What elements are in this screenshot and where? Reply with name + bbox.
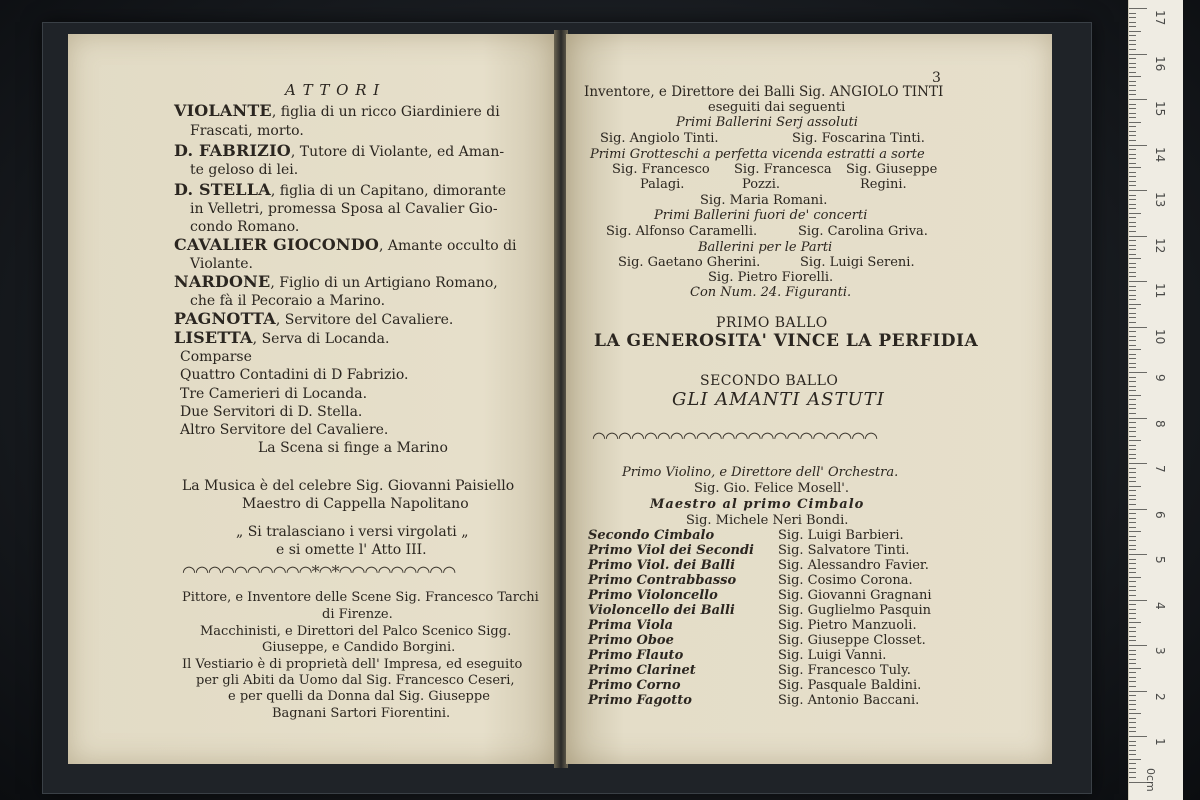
ruler-tick (1129, 377, 1136, 378)
dancer-name: Sig. Foscarina Tinti. (792, 131, 925, 146)
ruler-tick (1129, 600, 1147, 601)
ruler-tick (1129, 540, 1136, 541)
ruler-tick (1129, 636, 1136, 637)
ruler-tick (1129, 768, 1136, 769)
ruler-tick (1129, 222, 1136, 223)
dancer-name: Pozzi. (742, 177, 781, 192)
orchestra-name: Sig. Salvatore Tinti. (778, 543, 910, 558)
ruler-number: 8 (1153, 419, 1167, 428)
cast-entry: CAVALIER GIOCONDO, Amante occulto di (174, 235, 517, 254)
ruler-tick (1129, 181, 1136, 182)
ruler-tick (1129, 422, 1136, 423)
ruler-tick (1129, 645, 1147, 646)
ruler-tick (1129, 313, 1136, 314)
ballo-title: LA GENEROSITA' VINCE LA PERFIDIA (594, 331, 979, 351)
ruler-tick (1129, 372, 1147, 373)
orchestra-role: Secondo Cimbalo (588, 528, 715, 543)
ruler-tick (1129, 727, 1136, 728)
dancer-name: Sig. Maria Romani. (700, 193, 828, 208)
ruler-number: 15 (1153, 101, 1167, 117)
dancer-name: Palagi. (640, 177, 685, 192)
orchestra-role: Primo Flauto (588, 648, 684, 663)
ruler-unit: 0cm (1144, 768, 1157, 792)
ruler-tick (1129, 231, 1136, 232)
ruler-tick (1129, 358, 1136, 359)
ruler-tick (1129, 563, 1136, 564)
ruler-tick (1129, 185, 1136, 186)
ruler-tick (1129, 54, 1147, 55)
ruler-tick (1129, 713, 1141, 714)
ruler-tick (1129, 745, 1136, 746)
ruler-tick (1129, 331, 1136, 332)
ruler-tick (1129, 759, 1141, 760)
ruler-tick (1129, 140, 1136, 141)
orchestra-heading: Maestro al primo Cimbalo (650, 497, 865, 512)
ruler-number: 7 (1153, 465, 1167, 473)
ruler-tick (1129, 90, 1136, 91)
orchestra-name: Sig. Luigi Barbieri. (778, 528, 904, 543)
ruler-tick (1129, 536, 1136, 537)
ruler-tick (1129, 99, 1147, 100)
orchestra-name: Sig. Gio. Felice Mosell'. (694, 481, 850, 496)
ruler-tick (1129, 135, 1136, 136)
ruler-tick (1129, 477, 1136, 478)
orchestra-role: Violoncello dei Balli (588, 603, 735, 618)
ruler-tick (1129, 777, 1136, 778)
ruler-tick (1129, 531, 1141, 532)
performed-by: eseguiti dai seguenti (708, 100, 846, 115)
ruler-tick (1129, 408, 1136, 409)
section-heading: Primi Ballerini fuori de' concerti (654, 208, 868, 223)
orchestra-role: Primo Viol dei Secondi (588, 543, 754, 558)
ruler-tick (1129, 363, 1136, 364)
cast-entry: PAGNOTTA, Servitore del Cavaliere. (174, 309, 454, 328)
ruler-tick (1129, 390, 1136, 391)
ruler-tick (1129, 190, 1147, 191)
dancer-name: Sig. Angiolo Tinti. (600, 131, 719, 146)
ruler-tick (1129, 640, 1136, 641)
ruler-tick (1129, 131, 1136, 132)
ruler-tick (1129, 595, 1136, 596)
orchestra-name: Sig. Pietro Manzuoli. (778, 618, 917, 633)
ruler-tick (1129, 618, 1136, 619)
orchestra-role: Primo Clarinet (588, 663, 696, 678)
credit-line: e per quelli da Donna dal Sig. Giuseppe (228, 689, 490, 704)
cast-entry-cont: in Velletri, promessa Sposa al Cavalier Gio- (190, 201, 498, 217)
dancer-name: Sig. Alfonso Caramelli. (606, 224, 758, 239)
ruler-tick (1129, 158, 1136, 159)
ruler-tick (1129, 49, 1136, 50)
ruler-tick (1129, 163, 1136, 164)
ruler-tick (1129, 472, 1136, 473)
ruler-number: 6 (1153, 510, 1167, 519)
ruler-tick (1129, 686, 1136, 687)
ruler-tick (1129, 741, 1136, 742)
dancer-name: Sig. Francesca (734, 162, 832, 177)
ruler-tick (1129, 549, 1136, 550)
ruler-tick (1129, 35, 1136, 36)
cast-entry-cont: Frascati, morto. (190, 123, 304, 139)
ruler-tick (1129, 663, 1136, 664)
ruler-tick (1129, 590, 1136, 591)
ruler-tick (1129, 340, 1136, 341)
extras-line: Tre Camerieri di Locanda. (180, 386, 368, 402)
ruler-number: 1 (1153, 738, 1167, 746)
ruler-tick (1129, 513, 1136, 514)
ruler-tick (1129, 40, 1136, 41)
page-number: 3 (932, 70, 941, 86)
ruler-number: 11 (1153, 283, 1167, 299)
ruler-tick (1129, 518, 1136, 519)
ruler-tick (1129, 381, 1136, 382)
ruler-tick (1129, 108, 1136, 109)
ruler-tick (1129, 240, 1136, 241)
ruler-tick (1129, 76, 1141, 77)
ruler-tick (1129, 113, 1136, 114)
orchestra-name: Sig. Giuseppe Closset. (778, 633, 926, 648)
ruler-number: 3 (1153, 647, 1167, 655)
ruler-tick (1129, 245, 1136, 246)
ruler-number: 10 (1153, 328, 1167, 344)
ruler-tick (1129, 276, 1136, 277)
orchestra-role: Primo Viol. dei Balli (588, 558, 736, 573)
ruler-tick (1129, 659, 1136, 660)
ruler-tick (1129, 290, 1136, 291)
dancer-name: Sig. Gaetano Gherini. (618, 255, 761, 270)
orchestra-name: Sig. Cosimo Corona. (778, 573, 913, 588)
cast-entry: VIOLANTE, figlia di un ricco Giardiniere di (174, 101, 500, 120)
cast-entry-cont: che fà il Pecoraio a Marino. (190, 293, 386, 309)
ruler-tick (1129, 677, 1136, 678)
ruler-tick (1129, 522, 1136, 523)
ruler-tick (1129, 336, 1136, 337)
ruler-tick (1129, 449, 1136, 450)
ballo-title: GLI AMANTI ASTUTI (672, 389, 885, 410)
ruler-tick (1129, 718, 1136, 719)
ruler-tick (1129, 122, 1141, 123)
credit-line: Il Vestiario è di proprietà dell' Impresa, ed eseguito (182, 657, 523, 672)
ruler-tick (1129, 440, 1141, 441)
ruler-tick (1129, 249, 1136, 250)
ruler-tick (1129, 22, 1136, 23)
orchestra-name: Sig. Michele Neri Bondi. (686, 513, 849, 528)
ruler-tick (1129, 468, 1136, 469)
verses-note: e si omette l' Atto III. (276, 542, 427, 558)
ruler-tick (1129, 427, 1136, 428)
ruler-tick (1129, 691, 1147, 692)
ruler-tick (1129, 499, 1136, 500)
ruler-tick (1129, 527, 1136, 528)
ruler-tick (1129, 586, 1136, 587)
ruler-tick (1129, 345, 1136, 346)
cast-entry-cont: te geloso di lei. (190, 162, 299, 178)
ruler-tick (1129, 481, 1136, 482)
ruler-tick (1129, 504, 1136, 505)
orchestra-role: Primo Contrabbasso (588, 573, 737, 588)
ruler-tick (1129, 668, 1141, 669)
ruler-tick (1129, 63, 1136, 64)
ruler-tick (1129, 559, 1136, 560)
ruler-tick (1129, 413, 1136, 414)
ruler-tick (1129, 44, 1136, 45)
ruler-tick (1129, 213, 1141, 214)
ruler-tick (1129, 731, 1136, 732)
ruler-tick (1129, 281, 1147, 282)
ruler-tick (1129, 308, 1136, 309)
ruler-tick (1129, 236, 1147, 237)
ruler-tick (1129, 627, 1136, 628)
ruler-tick (1129, 695, 1136, 696)
ruler-number: 17 (1153, 10, 1167, 26)
ruler-number: 12 (1153, 237, 1167, 253)
orchestra-name: Sig. Giovanni Gragnani (778, 588, 932, 603)
ruler-tick (1129, 254, 1136, 255)
ruler-tick (1129, 67, 1136, 68)
ruler-tick (1129, 622, 1141, 623)
ruler-tick (1129, 154, 1136, 155)
dancer-name: Sig. Francesco (612, 162, 710, 177)
ruler-tick (1129, 509, 1147, 510)
ruler-tick (1129, 463, 1147, 464)
section-heading: Primi Grotteschi a perfetta vicenda estratti a sorte (590, 147, 925, 162)
extras-line: Comparse (180, 349, 252, 365)
ruler-tick (1129, 736, 1147, 737)
measuring-ruler (1128, 0, 1183, 800)
ruler-tick (1129, 436, 1136, 437)
ruler-tick (1129, 258, 1141, 259)
music-credit: Maestro di Cappella Napolitano (242, 496, 469, 512)
ruler-tick (1129, 104, 1136, 105)
orchestra-name: Sig. Luigi Vanni. (778, 648, 887, 663)
dancer-name: Sig. Giuseppe (846, 162, 938, 177)
orchestra-name: Sig. Francesco Tuly. (778, 663, 911, 678)
ruler-tick (1129, 272, 1136, 273)
ruler-tick (1129, 304, 1141, 305)
cast-entry-cont: Violante. (190, 256, 253, 272)
ruler-tick (1129, 172, 1136, 173)
ruler-tick (1129, 568, 1136, 569)
dancer-name: Regini. (860, 177, 907, 192)
orchestra-role: Primo Corno (588, 678, 681, 693)
ruler-number: 5 (1153, 556, 1167, 564)
ruler-tick (1129, 722, 1136, 723)
ruler-tick (1129, 431, 1136, 432)
ruler-tick (1129, 709, 1136, 710)
orchestra-role: Primo Violoncello (588, 588, 718, 603)
ruler-tick (1129, 208, 1136, 209)
ruler-tick (1129, 167, 1141, 168)
ruler-tick (1129, 349, 1141, 350)
ruler-tick (1129, 217, 1136, 218)
verses-note: „ Si tralasciano i versi virgolati „ (236, 524, 469, 540)
ruler-tick (1129, 486, 1141, 487)
ruler-tick (1129, 58, 1136, 59)
ruler-tick (1129, 545, 1136, 546)
ruler-tick (1129, 226, 1136, 227)
credit-line: di Firenze. (322, 607, 393, 622)
ornament-divider: ◠◠◠◠◠◠◠◠◠◠◠◠◠◠◠◠◠◠◠◠◠◠ (592, 428, 878, 447)
ruler-number: 9 (1153, 374, 1167, 382)
orchestra-name: Sig. Guglielmo Pasquin (778, 603, 931, 618)
orchestra-name: Sig. Alessandro Favier. (778, 558, 929, 573)
ballo-label: PRIMO BALLO (716, 315, 828, 331)
ruler-tick (1129, 672, 1136, 673)
dancer-name: Sig. Luigi Sereni. (800, 255, 915, 270)
ruler-tick (1129, 577, 1141, 578)
ruler-tick (1129, 490, 1136, 491)
orchestra-role: Primo Oboe (588, 633, 674, 648)
ruler-tick (1129, 117, 1136, 118)
ruler-tick (1129, 199, 1136, 200)
credit-line: Pittore, e Inventore delle Scene Sig. Francesco Tarchi (182, 590, 539, 605)
ruler-tick (1129, 17, 1136, 18)
ruler-tick (1129, 418, 1147, 419)
ballet-director: Inventore, e Direttore dei Balli Sig. ANGIOLO TINTI (584, 84, 944, 100)
ruler-tick (1129, 367, 1136, 368)
cast-entry: D. FABRIZIO, Tutore di Violante, ed Aman- (174, 141, 505, 160)
ruler-tick (1129, 395, 1141, 396)
ballo-label: SECONDO BALLO (700, 373, 839, 389)
ruler-tick (1129, 700, 1136, 701)
ruler-tick (1129, 267, 1136, 268)
ruler-tick (1129, 772, 1136, 773)
ruler-number: 4 (1153, 601, 1167, 610)
extras-line: Altro Servitore del Cavaliere. (180, 422, 389, 438)
ruler-tick (1129, 176, 1136, 177)
ornament-divider: ◠◠◠◠◠◠◠◠◠◠*◠*◠◠◠◠◠◠◠◠◠ (182, 562, 456, 581)
ruler-tick (1129, 572, 1136, 573)
ruler-tick (1129, 327, 1147, 328)
ruler-tick (1129, 604, 1136, 605)
ruler-tick (1129, 81, 1136, 82)
ruler-tick (1129, 650, 1136, 651)
ruler-tick (1129, 399, 1136, 400)
ruler-tick (1129, 26, 1136, 27)
music-credit: La Musica è del celebre Sig. Giovanni Paisiello (182, 478, 515, 494)
cast-entry: NARDONE, Figlio di un Artigiano Romano, (174, 272, 498, 291)
ruler-tick (1129, 72, 1136, 73)
ruler-tick (1129, 94, 1136, 95)
ruler-tick (1129, 631, 1136, 632)
figuranti-note: Con Num. 24. Figuranti. (690, 285, 852, 300)
cast-entry-cont: condo Romano. (190, 219, 300, 235)
orchestra-role: Prima Viola (588, 618, 674, 633)
ruler-tick (1129, 8, 1147, 9)
dancer-name: Sig. Carolina Griva. (798, 224, 928, 239)
ruler-tick (1129, 149, 1136, 150)
ruler-tick (1129, 263, 1136, 264)
extras-line: Due Servitori di D. Stella. (180, 404, 363, 420)
ruler-tick (1129, 495, 1136, 496)
orchestra-heading: Primo Violino, e Direttore dell' Orchestra. (622, 465, 899, 480)
scene-note: La Scena si finge a Marino (258, 440, 448, 456)
orchestra-name: Sig. Antonio Baccani. (778, 693, 920, 708)
credit-line: Bagnani Sartori Fiorentini. (272, 706, 451, 721)
extras-line: Quattro Contadini di D Fabrizio. (180, 367, 409, 383)
ruler-tick (1129, 704, 1136, 705)
ruler-tick (1129, 750, 1136, 751)
ruler-tick (1129, 204, 1136, 205)
ruler-number: 13 (1153, 192, 1167, 208)
credit-line: per gli Abiti da Uomo dal Sig. Francesco Ceseri, (196, 673, 515, 688)
ruler-tick (1129, 145, 1147, 146)
cast-entry: D. STELLA, figlia di un Capitano, dimorante (174, 180, 507, 199)
ruler-number: 16 (1153, 55, 1167, 71)
credit-line: Macchinisti, e Direttori del Palco Scenico Sigg. (200, 624, 512, 639)
dancer-name: Sig. Pietro Fiorelli. (708, 270, 834, 285)
ruler-tick (1129, 754, 1136, 755)
ruler-tick (1129, 286, 1136, 287)
credit-line: Giuseppe, e Candido Borgini. (262, 640, 456, 655)
ruler-tick (1129, 31, 1141, 32)
ruler-tick (1129, 445, 1136, 446)
ruler-tick (1129, 458, 1136, 459)
cast-entry: LISETTA, Serva di Locanda. (174, 328, 390, 347)
ruler-tick (1129, 317, 1136, 318)
ruler-tick (1129, 613, 1136, 614)
ruler-tick (1129, 386, 1136, 387)
ruler-number: 14 (1153, 146, 1167, 162)
ruler-tick (1129, 322, 1136, 323)
cast-title: A T T O R I (285, 81, 381, 99)
ruler-tick (1129, 295, 1136, 296)
ruler-tick (1129, 299, 1136, 300)
ruler-tick (1129, 763, 1136, 764)
ruler-tick (1129, 681, 1136, 682)
ruler-tick (1129, 195, 1136, 196)
orchestra-name: Sig. Pasquale Baldini. (778, 678, 922, 693)
ruler-tick (1129, 609, 1136, 610)
section-heading: Ballerini per le Parti (698, 240, 833, 255)
ruler-tick (1129, 581, 1136, 582)
orchestra-role: Primo Fagotto (588, 693, 692, 708)
ruler-tick (1129, 85, 1136, 86)
ruler-tick (1129, 404, 1136, 405)
section-heading: Primi Ballerini Serj assoluti (676, 115, 858, 130)
ruler-number: 2 (1153, 692, 1167, 701)
ruler-tick (1129, 13, 1136, 14)
ruler-tick (1129, 354, 1136, 355)
ruler-tick (1129, 126, 1136, 127)
ruler-tick (1129, 454, 1136, 455)
ruler-tick (1129, 654, 1136, 655)
ruler-tick (1129, 554, 1147, 555)
